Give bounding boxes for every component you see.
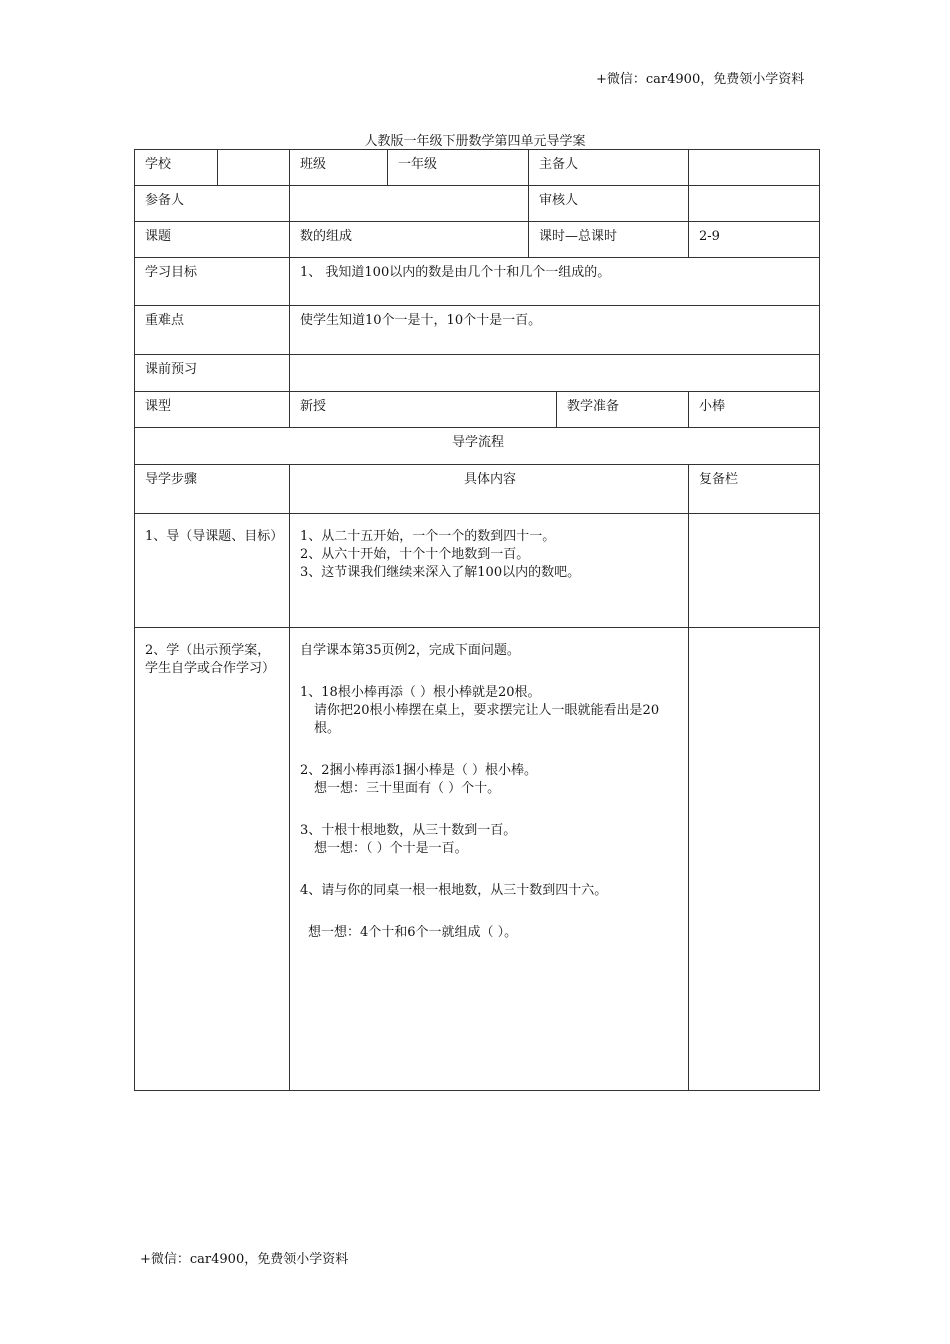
reviewer-value (689, 186, 820, 222)
question-2: 2、2捆小棒再添1捆小棒是（ ）根小棒。 (300, 763, 537, 778)
period-value: 2-9 (689, 222, 820, 258)
goal-label: 学习目标 (135, 258, 290, 306)
preview-label: 课前预习 (135, 355, 290, 392)
spacer (300, 858, 680, 882)
row-lesson-type (135, 392, 820, 428)
row-co-teacher (135, 186, 820, 222)
col-header-review: 复备栏 (689, 465, 820, 514)
row-flow-title (135, 428, 820, 465)
materials-value: 小棒 (689, 392, 820, 428)
question-1: 1、18根小棒再添（ ）根小棒就是20根。 (300, 685, 541, 700)
school-label: 学校 (135, 150, 218, 186)
question-3-subtext: 想一想：（ ）个十是一百。 (314, 841, 468, 856)
topic-value: 数的组成 (290, 222, 529, 258)
header-note: +微信：car4900，免费领小学资料 (596, 72, 805, 87)
step1-review (689, 514, 820, 628)
row-flow-header (135, 465, 820, 514)
row-step-learn (135, 628, 820, 1091)
key-points-label: 重难点 (135, 306, 290, 355)
spacer (300, 660, 680, 684)
row-topic (135, 222, 820, 258)
flow-title: 导学流程 (135, 428, 820, 465)
step1-line-3: 3、这节课我们继续来深入了解100以内的数吧。 (300, 565, 581, 580)
materials-label: 教学准备 (557, 392, 689, 428)
topic-label: 课题 (135, 222, 290, 258)
reviewer-label: 审核人 (529, 186, 689, 222)
question-2-subtext: 想一想：三十里面有（ ）个十。 (314, 781, 501, 796)
row-key-points (135, 306, 820, 355)
lesson-type-label: 课型 (135, 392, 290, 428)
preview-value (290, 355, 820, 392)
spacer (300, 738, 680, 762)
step1-line-1: 1、从二十五开始，一个一个的数到四十一。 (300, 529, 556, 544)
step1-label: 1、导（导课题、目标） (135, 514, 290, 628)
row-goal (135, 258, 820, 306)
question-3: 3、十根十根地数，从三十数到一百。 (300, 823, 517, 838)
step1-line-2: 2、从六十开始，十个十个地数到一百。 (300, 547, 530, 562)
spacer (300, 798, 680, 822)
question-4-subtext: 想一想：4个十和6个一就组成（ ）。 (308, 925, 518, 940)
footer-note: +微信：car4900，免费领小学资料 (140, 1252, 349, 1267)
co-teacher-value (290, 186, 529, 222)
step2-content (290, 628, 689, 1091)
step1-content (290, 514, 689, 628)
step2-intro: 自学课本第35页例2，完成下面问题。 (300, 643, 520, 658)
row-preview (135, 355, 820, 392)
period-label: 课时—总课时 (529, 222, 689, 258)
row-step-guide (135, 514, 820, 628)
class-value: 一年级 (388, 150, 529, 186)
question-1-subtext: 请你把20根小棒摆在桌上，要求摆完让人一眼就能看出是20根。 (314, 703, 660, 736)
spacer (300, 900, 680, 924)
row-school (135, 150, 820, 186)
lead-teacher-value (689, 150, 820, 186)
col-header-content: 具体内容 (290, 465, 689, 514)
document-title: 人教版一年级下册数学第四单元导学案 (364, 134, 586, 149)
question-4: 4、请与你的同桌一根一根地数，从三十数到四十六。 (300, 883, 608, 898)
class-label: 班级 (290, 150, 388, 186)
step2-review (689, 628, 820, 1091)
lesson-plan-table (134, 149, 820, 1091)
goal-value: 1、 我知道100以内的数是由几个十和几个一组成的。 (290, 258, 820, 306)
lead-teacher-label: 主备人 (529, 150, 689, 186)
lesson-type-value: 新授 (290, 392, 557, 428)
co-teacher-label: 参备人 (135, 186, 290, 222)
step2-label: 2、学（出示预学案，学生自学或合作学习） (135, 628, 290, 1091)
school-value (218, 150, 290, 186)
key-points-value: 使学生知道10个一是十，10个十是一百。 (290, 306, 820, 355)
col-header-step: 导学步骤 (135, 465, 290, 514)
